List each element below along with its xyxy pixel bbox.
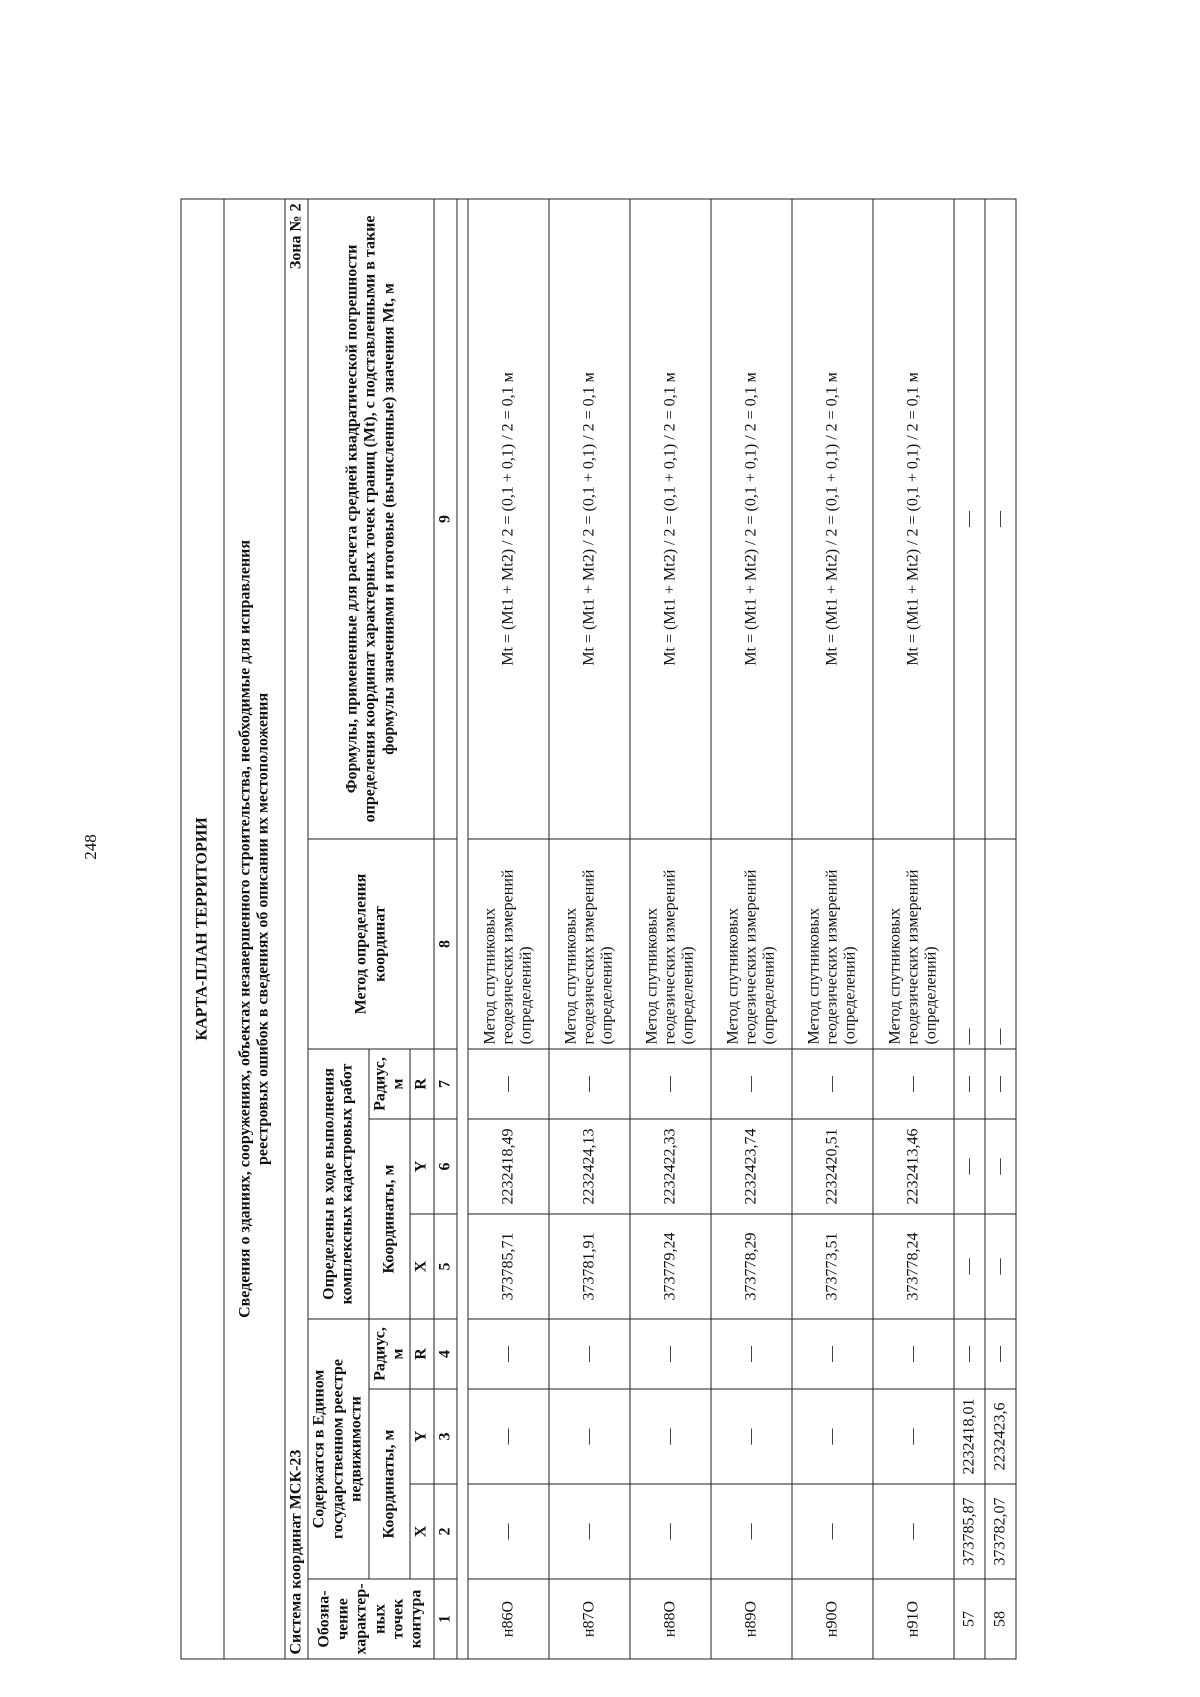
egrn-x-cell: — — [873, 1484, 954, 1579]
egrn-x-cell: — — [630, 1484, 711, 1579]
egrn-r-cell: — — [711, 1319, 792, 1389]
kadastr-y-cell: 2232424,13 — [549, 1119, 630, 1214]
egrn-r-cell: — — [468, 1319, 549, 1389]
kadastr-x-cell: — — [985, 1214, 1016, 1319]
table-row — [630, 199, 711, 1659]
kadastr-r-cell: — — [549, 1049, 630, 1119]
kadastr-y-cell: 2232423,74 — [711, 1119, 792, 1214]
col-number: 1 — [434, 1579, 457, 1659]
egrn-x-cell: 373782,07 — [985, 1484, 1016, 1579]
page-number: 248 — [80, 834, 100, 860]
header-kadastr-coords: Координаты, м — [369, 1119, 411, 1319]
point-id-cell: н88О — [630, 1579, 711, 1659]
col-number: 8 — [434, 839, 457, 1049]
kadastr-r-cell: — — [792, 1049, 873, 1119]
kadastr-r-cell: — — [468, 1049, 549, 1119]
kadastr-x-cell: 373778,24 — [873, 1214, 954, 1319]
kadastr-y-cell: 2232418,49 — [468, 1119, 549, 1214]
method-cell: Метод спутниковых геодезических измерений (определений) — [873, 839, 954, 1049]
formula-cell: Mt = (Mt1 + Mt2) / 2 = (0,1 + 0,1) / 2 = 0,1 м — [873, 199, 954, 839]
kadastr-y-cell: 2232413,46 — [873, 1119, 954, 1214]
kadastr-y-cell: — — [985, 1119, 1016, 1214]
kadastr-x-cell: 373785,71 — [468, 1214, 549, 1319]
kadastr-x-cell: 373773,51 — [792, 1214, 873, 1319]
col-number: 4 — [434, 1319, 457, 1389]
table-row — [792, 199, 873, 1659]
table-row — [954, 199, 985, 1659]
egrn-r-cell: — — [792, 1319, 873, 1389]
col-number: 2 — [434, 1484, 457, 1579]
coord-system-label: Система координат МСК-23 — [287, 1449, 305, 1655]
col-number: 9 — [434, 199, 457, 839]
header-egrn-y: Y — [410, 1389, 433, 1484]
col-number: 5 — [434, 1214, 457, 1319]
point-id-cell: н90О — [792, 1579, 873, 1659]
header-egrn-r: R — [410, 1319, 433, 1389]
kadastr-y-cell: 2232420,51 — [792, 1119, 873, 1214]
kadastr-x-cell: — — [954, 1214, 985, 1319]
formula-cell: Mt = (Mt1 + Mt2) / 2 = (0,1 + 0,1) / 2 = 0,1 м — [468, 199, 549, 839]
document-title: КАРТА-ПЛАН ТЕРРИТОРИИ — [181, 199, 224, 1659]
formula-cell: Mt = (Mt1 + Mt2) / 2 = (0,1 + 0,1) / 2 = 0,1 м — [630, 199, 711, 839]
header-egrn-coords: Координаты, м — [369, 1389, 411, 1579]
col-number: 6 — [434, 1119, 457, 1214]
egrn-y-cell: 2232423,6 — [985, 1389, 1016, 1484]
kadastr-x-cell: 373778,29 — [711, 1214, 792, 1319]
egrn-r-cell: — — [873, 1319, 954, 1389]
method-cell: Метод спутниковых геодезических измерений (определений) — [468, 839, 549, 1049]
egrn-r-cell: — — [985, 1319, 1016, 1389]
egrn-y-cell: — — [549, 1389, 630, 1484]
egrn-y-cell: — — [630, 1389, 711, 1484]
point-id-cell: 57 — [954, 1579, 985, 1659]
method-cell: Метод спутниковых геодезических измерений (определений) — [630, 839, 711, 1049]
method-cell: — — [985, 839, 1016, 1049]
formula-cell: — — [985, 199, 1016, 839]
subtitle-line-2: реестровых ошибок в сведениях об описании их местоположения — [254, 692, 272, 1165]
header-kadastr-x: X — [410, 1214, 433, 1319]
point-id-cell: н91О — [873, 1579, 954, 1659]
table-row — [873, 199, 954, 1659]
table-row — [549, 199, 630, 1659]
egrn-r-cell: — — [549, 1319, 630, 1389]
kadastr-y-cell: — — [954, 1119, 985, 1214]
egrn-x-cell: — — [711, 1484, 792, 1579]
kadastr-r-cell: — — [954, 1049, 985, 1119]
kadastr-r-cell: — — [985, 1049, 1016, 1119]
col-number: 7 — [434, 1049, 457, 1119]
kadastr-y-cell: 2232422,33 — [630, 1119, 711, 1214]
header-separator — [457, 199, 468, 1659]
kadastr-r-cell: — — [630, 1049, 711, 1119]
col-number: 3 — [434, 1389, 457, 1484]
formula-cell: Mt = (Mt1 + Mt2) / 2 = (0,1 + 0,1) / 2 = 0,1 м — [711, 199, 792, 839]
egrn-x-cell: — — [792, 1484, 873, 1579]
kadastr-x-cell: 373779,24 — [630, 1214, 711, 1319]
point-id-cell: 58 — [985, 1579, 1016, 1659]
egrn-y-cell: — — [792, 1389, 873, 1484]
zone-label: Зона № 2 — [287, 203, 305, 270]
table-row — [468, 199, 549, 1659]
header-kadastr-radius: Радиус, м — [369, 1049, 411, 1119]
header-formula: Формулы, примененные для расчета средней квадратической погрешности определения координат характерных точек границ (Mt), с подставленными в такие формулы значениями и итоговые (вычисленные) значения Mt, м — [308, 199, 433, 839]
coord-system-row — [285, 199, 308, 1659]
egrn-y-cell: 2232418,01 — [954, 1389, 985, 1484]
formula-cell: — — [954, 199, 985, 839]
egrn-x-cell: — — [468, 1484, 549, 1579]
header-egrn-x: X — [410, 1484, 433, 1579]
method-cell: Метод спутниковых геодезических измерений (определений) — [549, 839, 630, 1049]
header-kadastr-y: Y — [410, 1119, 433, 1214]
point-id-cell: н87О — [549, 1579, 630, 1659]
kadastr-x-cell: 373781,91 — [549, 1214, 630, 1319]
table-row — [985, 199, 1016, 1659]
formula-cell: Mt = (Mt1 + Mt2) / 2 = (0,1 + 0,1) / 2 = 0,1 м — [549, 199, 630, 839]
header-kadastr-group: Определены в ходе выполнения комплексных кадастровых работ — [308, 1049, 368, 1319]
method-cell: Метод спутниковых геодезических измерений (определений) — [792, 839, 873, 1049]
header-egrn-radius: Радиус, м — [369, 1319, 411, 1389]
header-kadastr-r: R — [410, 1049, 433, 1119]
method-cell: Метод спутниковых геодезических измерений (определений) — [711, 839, 792, 1049]
method-cell: — — [954, 839, 985, 1049]
formula-cell: Mt = (Mt1 + Mt2) / 2 = (0,1 + 0,1) / 2 = 0,1 м — [792, 199, 873, 839]
egrn-r-cell: — — [954, 1319, 985, 1389]
kadastr-r-cell: — — [711, 1049, 792, 1119]
cadastral-table — [181, 198, 1017, 1659]
egrn-x-cell: — — [549, 1484, 630, 1579]
header-egrn-group: Содержатся в Едином государственном реестре недвижимости — [308, 1319, 368, 1579]
egrn-r-cell: — — [630, 1319, 711, 1389]
table-row — [711, 199, 792, 1659]
egrn-y-cell: — — [873, 1389, 954, 1484]
cadastral-sheet — [181, 200, 1016, 1660]
header-method: Метод определения координат — [308, 839, 433, 1049]
header-point-id: Обозна-чение характер-ных точек контура — [308, 1579, 433, 1659]
egrn-y-cell: — — [468, 1389, 549, 1484]
egrn-y-cell: — — [711, 1389, 792, 1484]
kadastr-r-cell: — — [873, 1049, 954, 1119]
egrn-x-cell: 373785,87 — [954, 1484, 985, 1579]
point-id-cell: н86О — [468, 1579, 549, 1659]
document-subtitle — [224, 199, 285, 1659]
subtitle-line-1: Сведения о зданиях, сооружениях, объектах незавершенного строительства, необходимые для исправления — [236, 539, 254, 1318]
point-id-cell: н89О — [711, 1579, 792, 1659]
